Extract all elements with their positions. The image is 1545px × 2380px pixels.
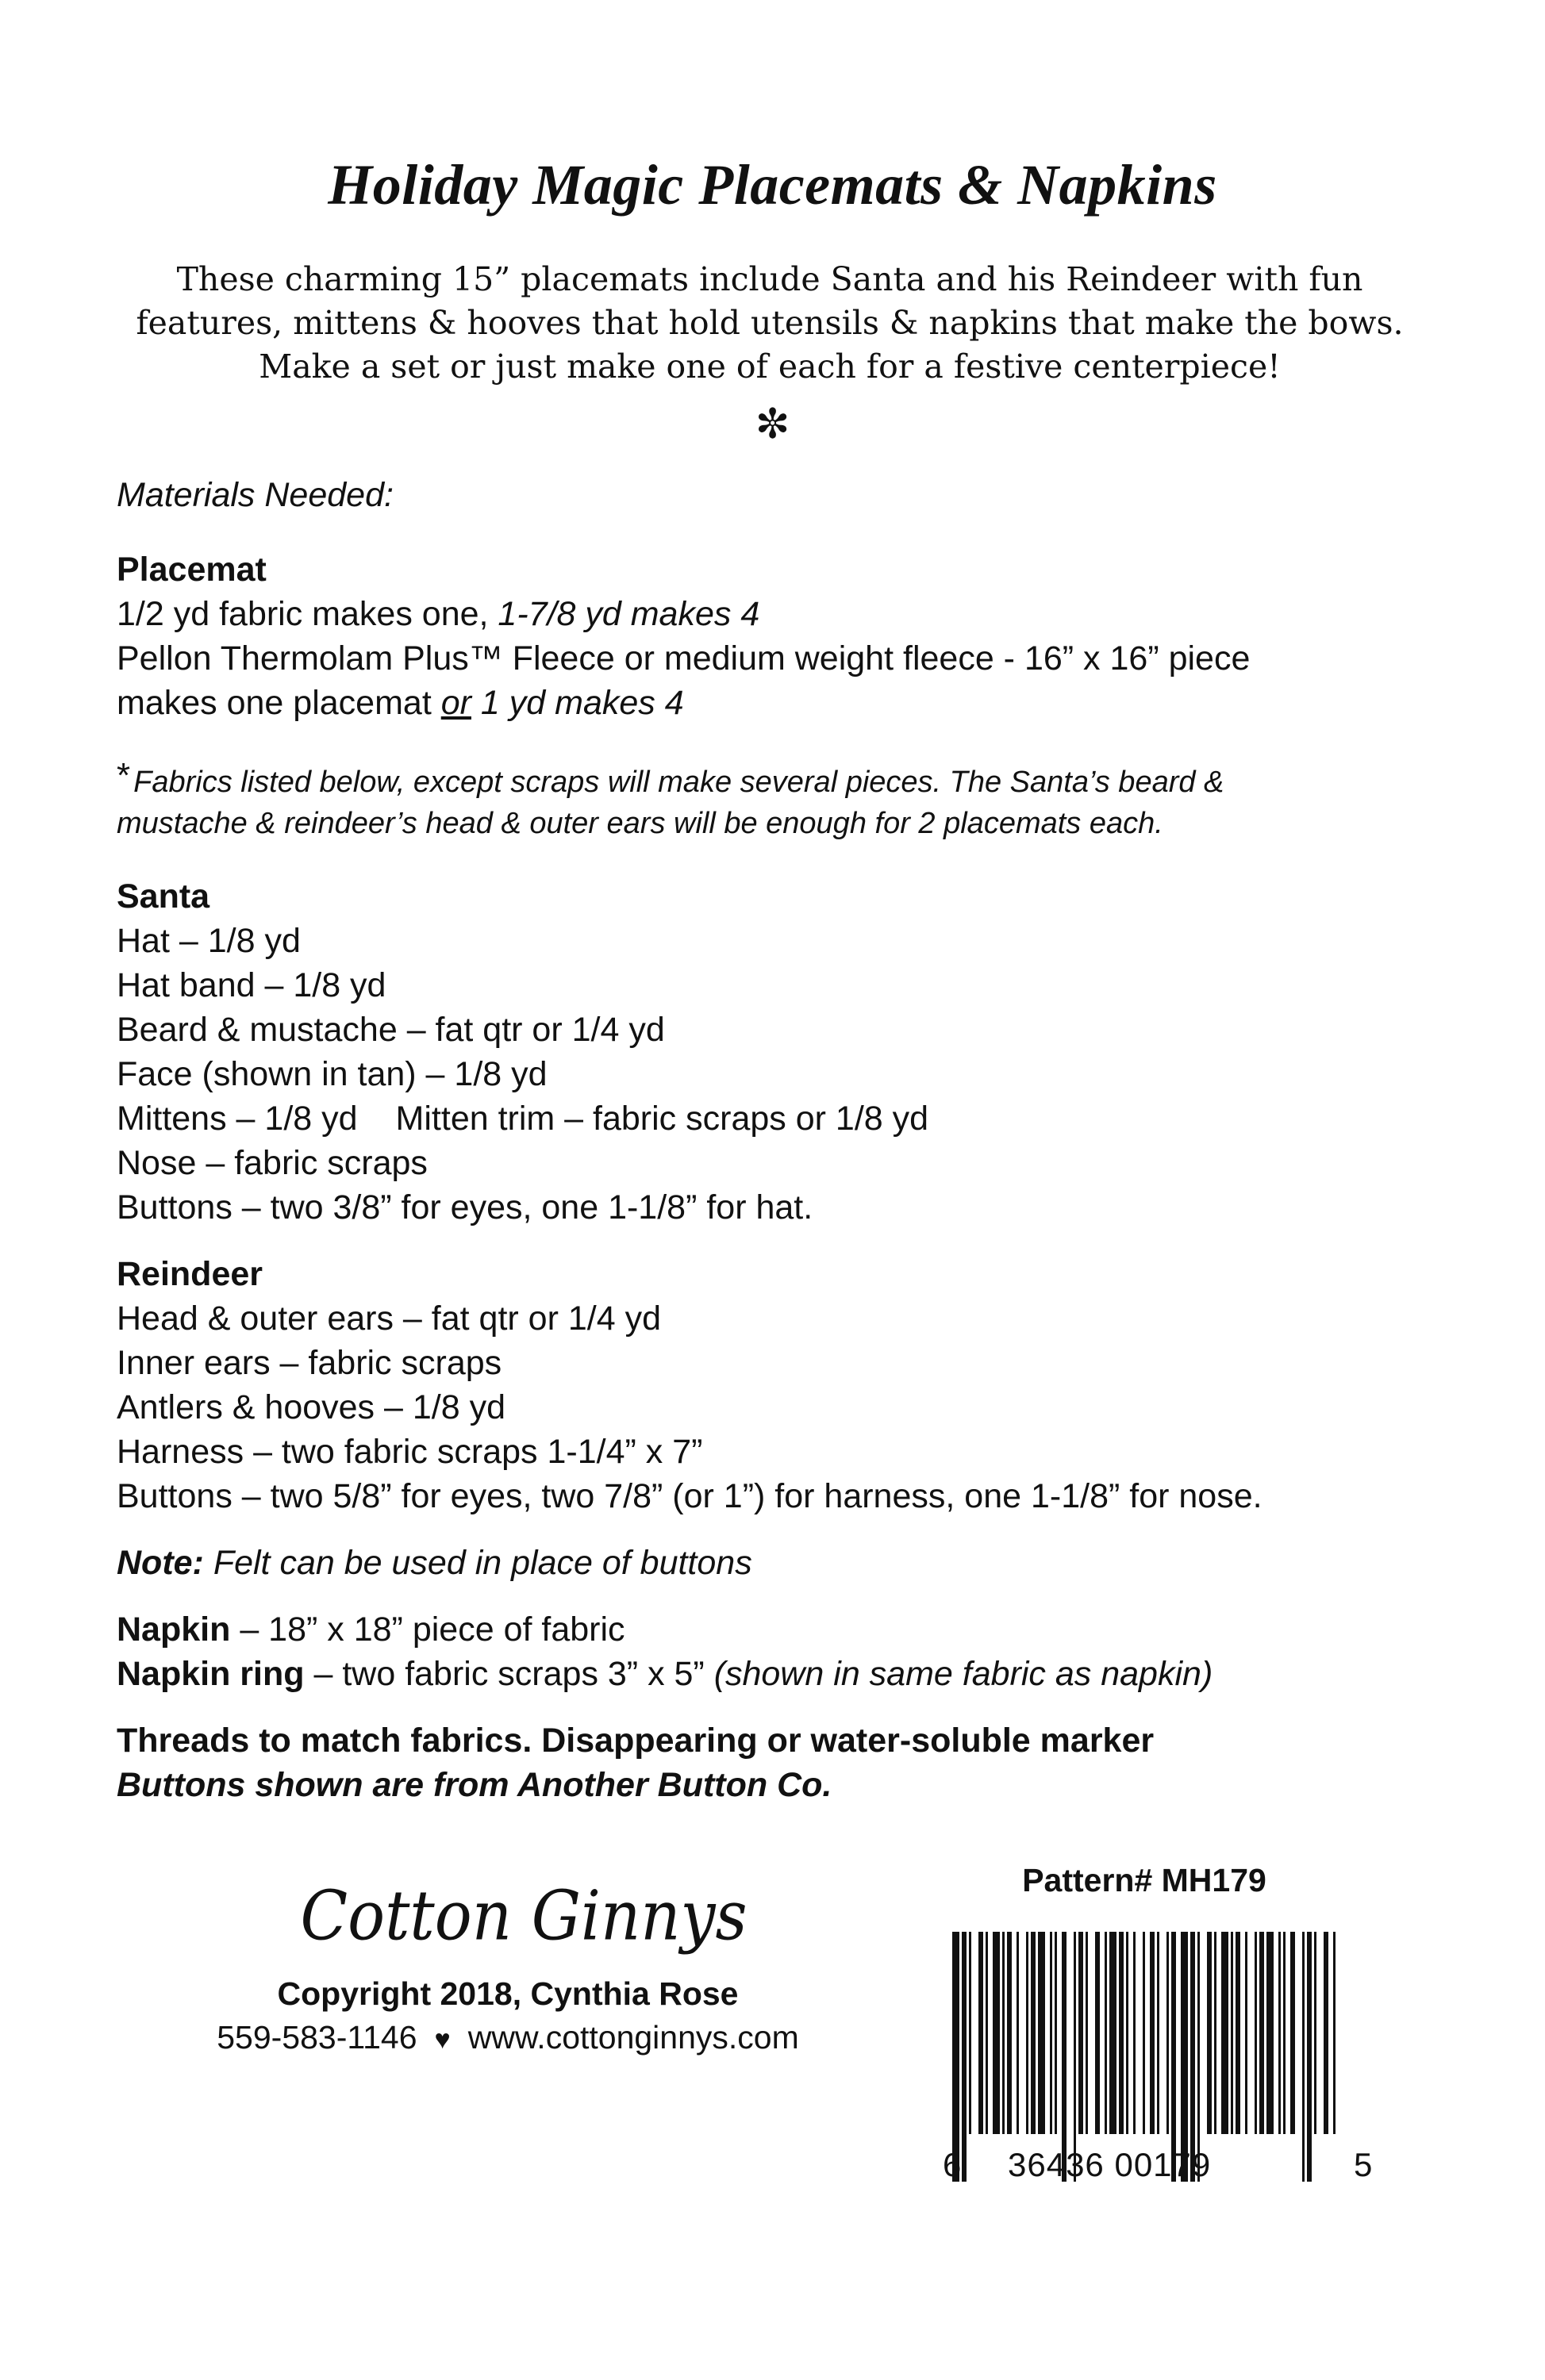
placemat-fabric-text: 1/2 yd fabric makes one,: [117, 595, 498, 633]
pattern-number: Pattern# MH179: [1022, 1862, 1266, 1898]
barcode-bar: [993, 1932, 1000, 2134]
fabric-note-line: [117, 755, 1466, 803]
note-label: Note:: [117, 1544, 204, 1582]
napkin-ring-line: [117, 1652, 1466, 1696]
reindeer-item: Antlers & hooves – 1/8 yd: [117, 1388, 506, 1426]
barcode-first-digit: 6: [943, 2146, 962, 2183]
placemat-or-text: or: [440, 684, 471, 722]
phone-number: 559-583-1146: [217, 2019, 417, 2056]
barcode-bar: [1055, 1932, 1057, 2134]
reindeer-item: Head & outer ears – fat qtr or 1/4 yd: [117, 1299, 661, 1338]
santa-item: Face (shown in tan) – 1/8 yd: [117, 1055, 548, 1093]
barcode-bar: [1086, 1932, 1088, 2134]
barcode-bar: [1214, 1932, 1216, 2134]
materials-list: [117, 473, 1466, 1807]
logo-text: Cotton Ginnys: [300, 1877, 748, 1956]
barcode-bar: [1255, 1932, 1257, 2134]
barcode-bar: [1307, 1932, 1312, 2182]
barcode-bar: [1166, 1932, 1169, 2134]
santa-item: Beard & mustache – fat qtr or 1/4 yd: [117, 1011, 665, 1049]
barcode-bar: [1190, 1932, 1195, 2182]
barcode-bar: [1171, 1932, 1176, 2182]
reindeer-item: Harness – two fabric scraps 1-1/4” x 7”: [117, 1433, 703, 1471]
barcode-bar: [952, 1932, 959, 2182]
santa-item: Hat – 1/8 yd: [117, 922, 301, 960]
website-link[interactable]: www.cottonginnys.com: [467, 2019, 799, 2056]
barcode-bar: [1236, 1932, 1240, 2134]
barcode-bar: [1314, 1932, 1316, 2134]
intro-line: These charming 15” placemats include Santa and his Reindeer with fun: [176, 260, 1363, 298]
barcode-bar: [1181, 1932, 1188, 2182]
intro-line: features, mittens & hooves that hold utensils & napkins that make the bows.: [136, 304, 1404, 342]
fabric-note-line: mustache & reindeer’s head & outer ears will be enough for 2 placemats each.: [117, 807, 1163, 840]
barcode-bar: [1278, 1932, 1281, 2134]
barcode-bar: [1119, 1932, 1124, 2134]
napkin-label: Napkin: [117, 1610, 231, 1649]
santa-item: Buttons – two 3/8” for eyes, one 1-1/8” for hat.: [117, 1188, 813, 1226]
threads-line: Threads to match fabrics. Disappearing or water-soluble marker: [117, 1722, 1155, 1760]
intro-line: Make a set or just make one of each for a festive centerpiece!: [259, 347, 1281, 386]
contact-line: [159, 2019, 857, 2056]
napkin-ring-label: Napkin ring: [117, 1655, 305, 1693]
barcode-bar: [1062, 1932, 1067, 2182]
barcode-bar: [1266, 1932, 1274, 2134]
fabric-note: [117, 755, 1466, 844]
napkin-text: – 18” x 18” piece of fabric: [230, 1610, 625, 1649]
barcode-bar: [1038, 1932, 1045, 2134]
barcode-bar: [978, 1932, 983, 2134]
barcode-bar: [1150, 1932, 1155, 2134]
placemat-fabric-line: [117, 592, 1466, 636]
barcode-bar: [1283, 1932, 1286, 2134]
reindeer-item: Buttons – two 5/8” for eyes, two 7/8” (or 1”) for harness, one 1-1/8” for nose.: [117, 1477, 1263, 1515]
barcode-bar: [1095, 1932, 1100, 2134]
barcode-bar: [986, 1932, 988, 2134]
napkin-ring-text: – two fabric scraps 3” x 5”: [304, 1655, 714, 1693]
santa-mitten-trim-text: Mitten trim – fabric scraps or 1/8 yd: [395, 1100, 929, 1138]
barcode-last-digit: 5: [1354, 2146, 1373, 2183]
santa-mittens-text: Mittens – 1/8 yd: [117, 1100, 358, 1138]
placemat-fleece-amount-line: [117, 681, 1466, 725]
barcode-bar: [1302, 1932, 1305, 2182]
santa-item: Hat band – 1/8 yd: [117, 966, 386, 1004]
barcode-bar: [1143, 1932, 1145, 2134]
barcode-bar: [1017, 1932, 1019, 2134]
santa-item: Nose – fabric scraps: [117, 1144, 428, 1182]
barcode-bar: [1290, 1932, 1295, 2134]
barcode-bar: [1078, 1932, 1083, 2134]
barcode-bar: [1133, 1932, 1136, 2134]
placemat-fabric-set-text: 1-7/8 yd makes 4: [498, 595, 760, 633]
fabric-note-text: Fabrics listed below, except scraps will make several pieces. The Santa’s beard &: [133, 766, 1224, 799]
placemat-heading: Placemat: [117, 551, 267, 589]
copyright-line: Copyright 2018, Cynthia Rose: [277, 1975, 739, 2012]
cotton-ginnys-logo: [300, 1856, 748, 1967]
heart-icon: ♥: [434, 2025, 451, 2055]
intro-paragraph: [95, 258, 1444, 389]
santa-heading: Santa: [117, 877, 210, 916]
barcode-bar: [1324, 1932, 1328, 2134]
pattern-title: Holiday Magic Placemats & Napkins: [328, 153, 1217, 217]
barcode-bar: [1207, 1932, 1212, 2134]
materials-heading: Materials Needed:: [117, 476, 394, 514]
santa-mittens-line: [117, 1096, 1466, 1141]
fabric-note-star: *: [117, 756, 131, 795]
note-text: Felt can be used in place of buttons: [203, 1544, 752, 1582]
placemat-fleece-line: Pellon Thermolam Plus™ Fleece or medium weight fleece - 16” x 16” piece: [117, 639, 1251, 678]
barcode-bar: [1074, 1932, 1076, 2182]
barcode-bar: [1002, 1932, 1005, 2134]
barcode-bar: [1197, 1932, 1200, 2182]
placemat-fleece-set-text: 1 yd makes 4: [471, 684, 684, 722]
barcode-bar: [1031, 1932, 1036, 2134]
barcode-bar: [1050, 1932, 1052, 2134]
barcode-bar: [1105, 1932, 1107, 2134]
reindeer-heading: Reindeer: [117, 1255, 263, 1293]
barcode-bar: [1231, 1932, 1233, 2134]
barcode-bar: [962, 1932, 967, 2182]
placemat-fleece-amount-text: makes one placemat: [117, 684, 441, 722]
divider-ornament-icon: ✼: [755, 401, 790, 448]
barcode-bar: [1245, 1932, 1247, 2134]
barcode-bar: [1157, 1932, 1159, 2134]
napkin-line: [117, 1607, 1466, 1652]
barcode-bar: [1126, 1932, 1128, 2134]
reindeer-item: Inner ears – fabric scraps: [117, 1344, 502, 1382]
buttons-credit-line: Buttons shown are from Another Button Co.: [117, 1766, 832, 1804]
barcode-bar: [1109, 1932, 1116, 2134]
barcode-bar: [1221, 1932, 1228, 2134]
napkin-ring-note: (shown in same fabric as napkin): [713, 1655, 1213, 1693]
barcode-bar: [969, 1932, 971, 2134]
barcode-middle-digits: 36436 00179: [1008, 2146, 1212, 2183]
note-line: [117, 1541, 1466, 1585]
barcode-bar: [1007, 1932, 1012, 2134]
barcode-bar: [1259, 1932, 1264, 2134]
barcode-bar: [1026, 1932, 1028, 2134]
barcode-bar: [1333, 1932, 1336, 2134]
